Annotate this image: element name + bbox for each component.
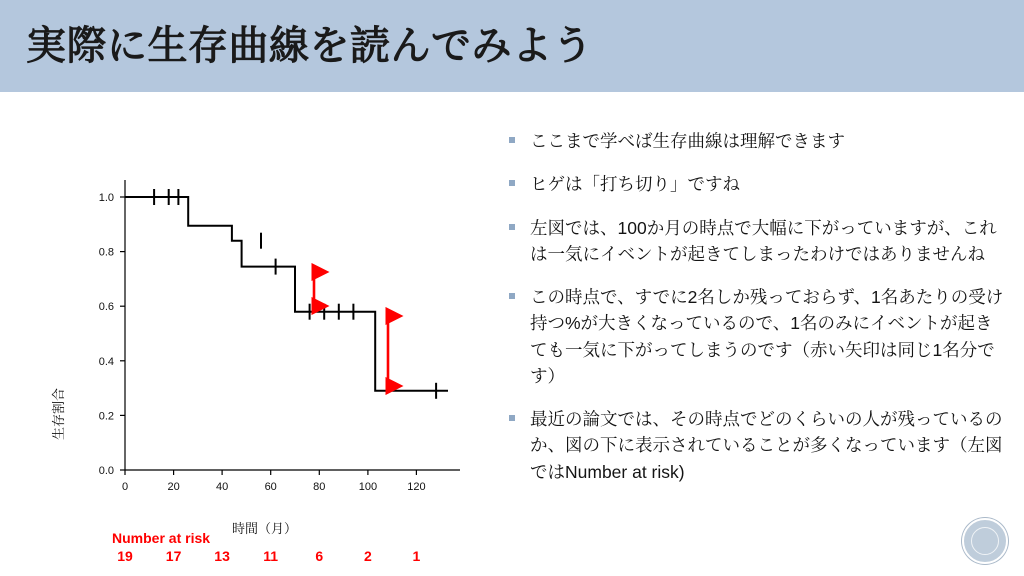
number-at-risk-value: 13 xyxy=(214,548,230,564)
number-at-risk-value: 1 xyxy=(412,548,421,564)
bullet-text: ここまで学べば生存曲線は理解できます xyxy=(530,131,845,151)
bullet-item xyxy=(505,128,1005,154)
km-curve xyxy=(125,197,448,391)
bullet-item xyxy=(505,171,1005,197)
svg-text:80: 80 xyxy=(313,481,326,493)
bullet-item xyxy=(505,215,1005,268)
number-at-risk-row xyxy=(40,548,470,568)
number-at-risk-value: 17 xyxy=(165,548,182,564)
x-axis-label: 時間（月） xyxy=(232,521,298,536)
corner-badge-inner xyxy=(971,527,999,555)
svg-text:1.0: 1.0 xyxy=(98,192,114,204)
number-at-risk-label: Number at risk xyxy=(112,530,211,546)
svg-text:0.4: 0.4 xyxy=(98,355,114,368)
bullet-text: 最近の論文では、その時点でどのくらいの人が残っているのか、図の下に表示されていることが多くなっています（左図ではNumber at risk) xyxy=(530,409,1003,482)
number-at-risk-value: 19 xyxy=(117,548,133,564)
bullet-marker-icon xyxy=(509,415,515,421)
svg-text:40: 40 xyxy=(215,481,229,493)
bullet-marker-icon xyxy=(509,293,515,299)
number-at-risk-value: 6 xyxy=(315,548,324,564)
svg-text:100: 100 xyxy=(358,481,378,493)
bullet-item xyxy=(505,406,1005,485)
svg-text:120: 120 xyxy=(407,481,426,493)
svg-text:0.0: 0.0 xyxy=(98,465,114,477)
bullet-list xyxy=(505,128,1005,502)
svg-text:60: 60 xyxy=(264,481,277,493)
svg-text:0.6: 0.6 xyxy=(98,301,114,314)
bullet-text: ヒゲは「打ち切り」ですね xyxy=(530,174,740,195)
survival-chart xyxy=(40,140,470,564)
svg-text:0: 0 xyxy=(121,481,129,493)
bullet-text: この時点で、すでに2名しか残っておらず、1名あたりの受け持つ%が大きくなっているので、1名のみにイベントが起きても一気に下がってしまうのです（赤い矢印は同じ1名分です） xyxy=(530,287,1004,386)
bullet-marker-icon xyxy=(509,180,515,186)
page-title: 実際に生存曲線を読んでみよう xyxy=(26,24,593,68)
survival-chart-svg xyxy=(40,140,470,520)
bullet-text: 左図では、100か月の時点で大幅に下がっていますが、これは一気にイベントが起きてしまったわけではありませんね xyxy=(530,217,997,264)
number-at-risk-value: 11 xyxy=(263,548,279,564)
y-ticks xyxy=(99,192,125,477)
corner-badge-icon xyxy=(962,518,1008,564)
svg-text:20: 20 xyxy=(167,481,180,493)
bullet-marker-icon xyxy=(509,137,515,143)
svg-text:0.2: 0.2 xyxy=(98,410,114,423)
bullet-item xyxy=(505,284,1005,389)
y-axis-label: 生存割合 xyxy=(51,387,66,440)
bullet-marker-icon xyxy=(509,224,515,230)
svg-text:0.8: 0.8 xyxy=(98,246,114,259)
number-at-risk-value: 2 xyxy=(363,548,372,564)
slide-title-bar xyxy=(0,0,1024,92)
x-ticks xyxy=(122,470,426,493)
